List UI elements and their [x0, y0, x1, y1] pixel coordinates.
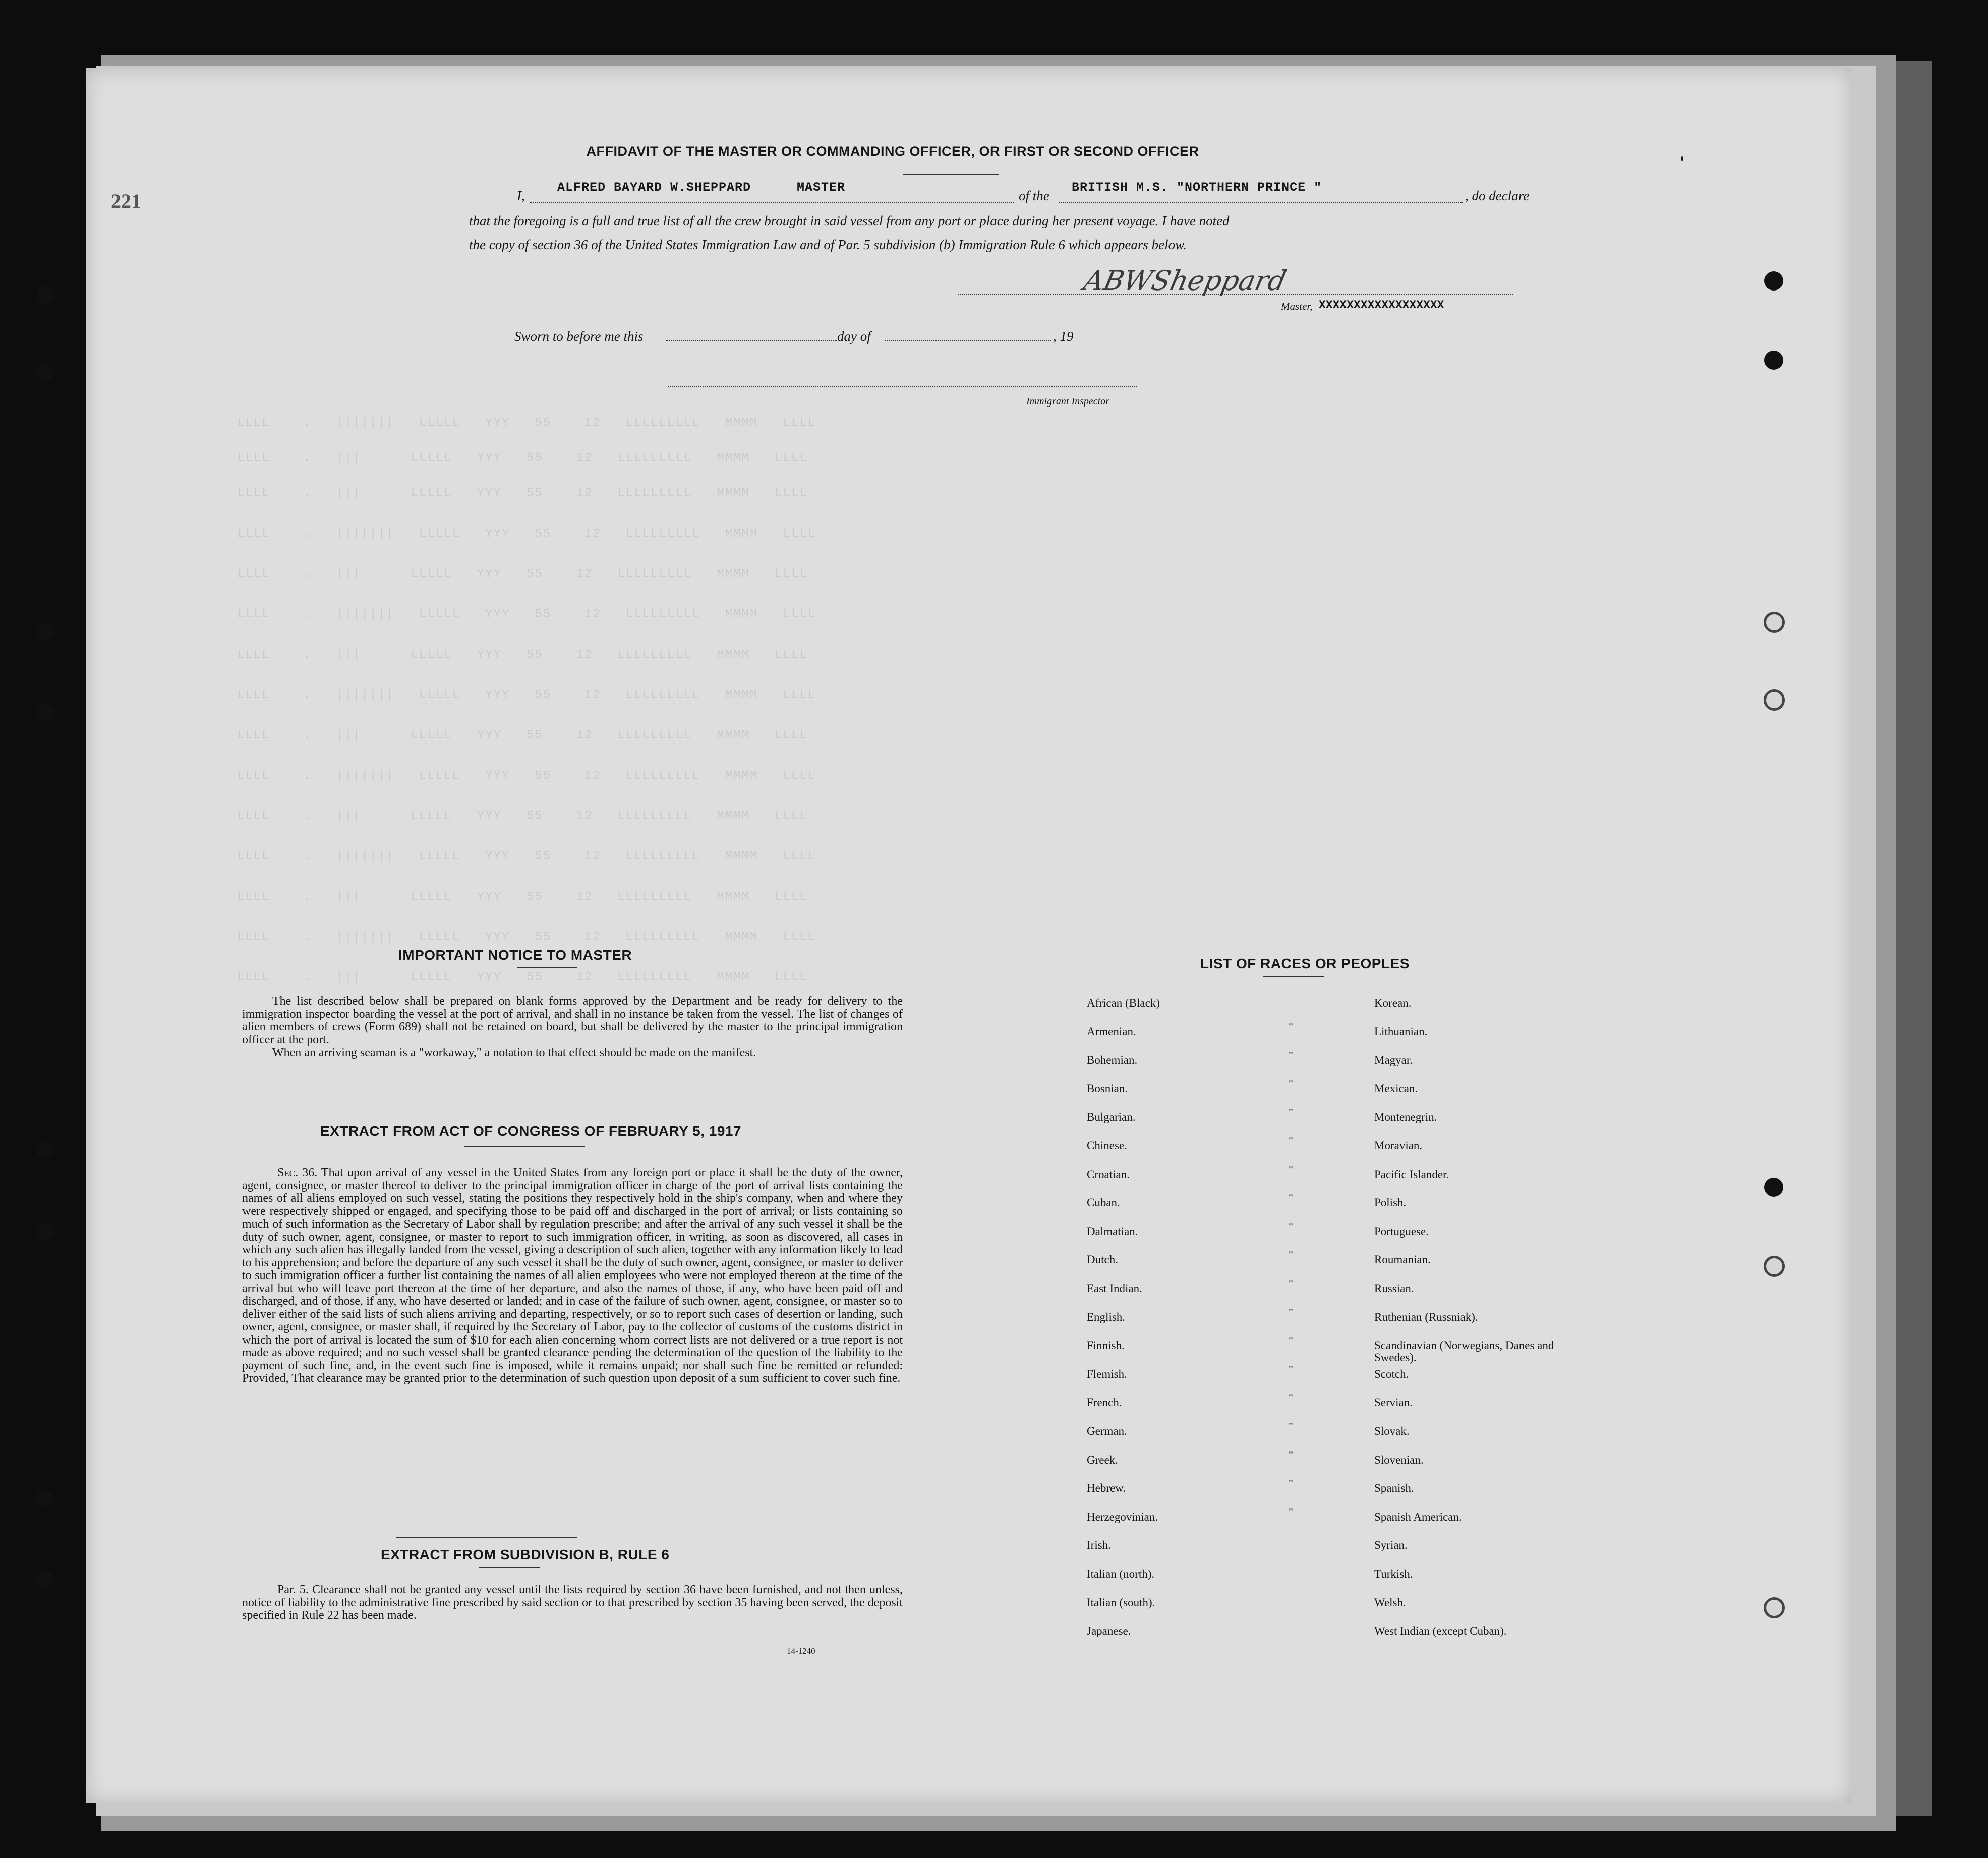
signature-line	[958, 294, 1513, 295]
act-text	[242, 1167, 903, 1385]
ditto-mark: "	[1289, 1477, 1293, 1490]
affidavit-intro: I,	[517, 188, 525, 203]
day-of-label: day of	[837, 329, 871, 344]
binder-hole	[36, 1142, 53, 1159]
binder-hole	[36, 1490, 53, 1507]
bleed-through-row: LLLL . ||| LLLLL YYY 55 12 LLLLLLLLL MMMM LLLL	[237, 809, 808, 823]
vessel-field: BRITISH M.S. "NORTHERN PRINCE "	[1072, 180, 1322, 195]
race-item: Dutch.	[1087, 1253, 1118, 1266]
ditto-mark: "	[1289, 1135, 1293, 1147]
race-item: Cuban.	[1087, 1196, 1120, 1209]
race-item: Italian (south).	[1087, 1596, 1155, 1609]
race-item: Bosnian.	[1087, 1082, 1128, 1095]
race-item: Irish.	[1087, 1539, 1111, 1552]
bleed-through-row: LLLL . ||||||| LLLLL YYY 55 12 LLLLLLLLL MMMM LLLL	[237, 688, 816, 702]
ditto-mark: "	[1289, 1077, 1293, 1090]
bleed-through-row: LLLL . ||||||| LLLLL YYY 55 12 LLLLLLLLL MMMM LLLL	[237, 850, 816, 863]
punch-hole	[1764, 1597, 1785, 1618]
master-signature	[1081, 265, 1289, 297]
vessel-field-line	[1059, 202, 1463, 203]
ditto-mark: "	[1289, 1448, 1293, 1462]
bleed-through-row: LLLL . ||| LLLLL YYY 55 12 LLLLLLLLL MMMM LLLL	[237, 890, 808, 904]
ditto-mark: "	[1289, 1192, 1293, 1205]
race-item: English.	[1087, 1310, 1126, 1323]
binder-hole	[36, 1223, 53, 1240]
race-item: Russian.	[1374, 1282, 1414, 1295]
race-item: Pacific Islander.	[1374, 1168, 1449, 1181]
notice-title: IMPORTANT NOTICE TO MASTER	[398, 947, 632, 963]
bleed-through-row: LLLL . ||| LLLLL YYY 55 12 LLLLLLLLL MMMM LLLL	[237, 971, 808, 984]
race-item: Italian (north).	[1087, 1567, 1155, 1580]
race-item: African (Black)	[1087, 997, 1160, 1009]
ditto-mark: "	[1289, 1163, 1293, 1176]
affidavit-title: AFFIDAVIT OF THE MASTER OR COMMANDING OFFICER, OR FIRST OR SECOND OFFICER	[586, 144, 1199, 159]
race-item: Montenegrin.	[1374, 1111, 1437, 1124]
inspector-label: Immigrant Inspector	[1026, 396, 1109, 407]
act-title: EXTRACT FROM ACT OF CONGRESS OF FEBRUARY 5, 1917	[320, 1123, 742, 1139]
race-item: Polish.	[1374, 1196, 1407, 1209]
master-name-field: ALFRED BAYARD W.SHEPPARD	[557, 180, 751, 195]
ditto-mark: "	[1289, 1505, 1293, 1519]
rule6-rule	[479, 1567, 540, 1568]
race-item: Servian.	[1374, 1396, 1413, 1409]
binder-hole	[36, 1571, 53, 1588]
race-item: German.	[1087, 1425, 1127, 1437]
binder-hole	[36, 704, 53, 721]
sworn-month-line	[885, 340, 1051, 341]
bleed-through-row: LLLL . ||||||| LLLLL YYY 55 12 LLLLLLLLL MMMM LLLL	[237, 416, 816, 430]
form-number: 14-1240	[787, 1646, 815, 1656]
page-number: 221	[111, 190, 141, 212]
bleed-through-row: LLLL . ||| LLLLL YYY 55 12 LLLLLLLLL MMMM LLLL	[237, 648, 808, 662]
margin-mark: '	[1679, 152, 1685, 175]
ditto-mark: "	[1289, 1220, 1293, 1233]
name-field-line	[530, 202, 1014, 203]
race-item: Lithuanian.	[1374, 1025, 1428, 1038]
act-section-label: Sec. 36.	[277, 1166, 318, 1179]
bleed-through-row: LLLL . ||| LLLLL YYY 55 12 LLLLLLLLL MMMM LLLL	[237, 729, 808, 742]
race-item: Slovenian.	[1374, 1453, 1424, 1466]
race-item: Moravian.	[1374, 1139, 1423, 1152]
manifest-page	[86, 68, 1851, 1803]
ditto-mark: "	[1289, 1049, 1293, 1062]
notice-text: The list described below shall be prepared on blank forms approved by the Department and be ready for delivery to the immigration inspector boarding the vessel at the port of arrival, and shall in no instance be taken from the vessel. The list of changes of alien members of crews (Form 689) shall not be retained on board, but shall be delivered by the master to the principal immigration officer at the port.	[242, 995, 903, 1047]
race-item: West Indian (except Cuban).	[1374, 1624, 1507, 1638]
race-item: Bohemian.	[1087, 1054, 1138, 1067]
punch-hole	[1764, 351, 1783, 370]
of-the-label: of the	[1019, 188, 1049, 203]
punch-hole	[1764, 1178, 1783, 1197]
bleed-through-row: LLLL . ||||||| LLLLL YYY 55 12 LLLLLLLLL MMMM LLLL	[237, 527, 816, 541]
rule6-text: Par. 5. Clearance shall not be granted any vessel until the lists required by section 36 have been furnished, and not then unless, notice of liability to the administrative fine prescribed by said section or to that prescribed by section 35 having been served, the deposit specified in Rule 22 has been made.	[242, 1583, 903, 1622]
sworn-label: Sworn to before me this	[514, 329, 644, 344]
ditto-mark: "	[1289, 1249, 1293, 1262]
bleed-through-row: LLLL . ||||||| LLLLL YYY 55 12 LLLLLLLLL MMMM LLLL	[237, 608, 816, 621]
ditto-mark: "	[1289, 1334, 1293, 1348]
struck-officer-title: XXXXXXXXXXXXXXXXXX	[1319, 299, 1444, 312]
sworn-day-line	[666, 340, 837, 341]
race-item: East Indian.	[1087, 1282, 1142, 1295]
rule6-title: EXTRACT FROM SUBDIVISION B, RULE 6	[381, 1547, 670, 1562]
master-label: Master,	[1281, 300, 1313, 312]
race-item: Slovak.	[1374, 1425, 1410, 1437]
race-item: French.	[1087, 1396, 1122, 1409]
bleed-through-row: LLLL . ||||||| LLLLL YYY 55 12 LLLLLLLLL MMMM LLLL	[237, 931, 816, 944]
do-declare-label: , do declare	[1465, 188, 1530, 203]
ditto-mark: "	[1289, 1391, 1293, 1405]
race-item: Syrian.	[1374, 1539, 1408, 1552]
race-item: Hebrew.	[1087, 1482, 1126, 1495]
ditto-mark: "	[1289, 1420, 1293, 1433]
race-item: Ruthenian (Russniak).	[1374, 1310, 1478, 1323]
bleed-through-row: LLLL . ||| LLLLL YYY 55 12 LLLLLLLLL MMMM LLLL	[237, 567, 808, 581]
race-item: Japanese.	[1087, 1624, 1131, 1638]
bleed-through-row: LLLL . ||| LLLLL YYY 55 12 LLLLLLLLL MMMM LLLL	[237, 487, 808, 500]
act-section-text: That upon arrival of any vessel in the United States from any foreign port or place it shall be the duty of the owner, agent, consignee, or master thereof to deliver to the principal immigration officer in charge of the port of arrival lists containing the names of all aliens employed on such vessel, stating the positions they respectively hold in the ship's company, when and where they were respectively shipped or engaged, and specifying those to be paid off and discharged in the port of arrival; or lists containing so much of such information as the Secretary of Labor shall by regulation prescribe; and after the arrival of any such vessel it shall be the duty of such owner, agent, consignee, or master to report to such immigration officer, in writing, as soon as discovered, all cases in which any such alien has illegally landed from the vessel, giving a description of such alien, together with any information likely to lead to his apprehension; and before the departure of any such vessel it shall be the duty of such owner, agent, consignee, or master to deliver to such immigration officer a further list containing the names of all alien employees who were not employed thereon at the time of the arrival but who will leave port thereon at the time of her departure, and also the names of those, if any, who have been paid off and discharged, and of those, if any, who have deserted or landed; and in case of the failure of such owner, agent, consignee, or master so to deliver either of the said lists of such aliens arriving and departing, respectively, or so to report such cases of desertion or landing, such owner, agent, consignee, or master shall, if required by the Secretary of Labor, pay to the collector of customs of the customs district in which the port of arrival is located the sum of $10 for each alien concerning whom correct lists are not delivered or a true report is not made as above required; and no such vessel shall be granted clearance pending the determination of the question of the liability to the payment of such fine, and, in the event such fine is imposed, while it remains unpaid; nor shall such fine be remitted or refunded: Provided, That clearance may be granted prior to the determination of such question upon deposit of a sum sufficient to cover such fine.	[242, 1166, 903, 1385]
race-item: Roumanian.	[1374, 1253, 1431, 1266]
bleed-through-row: LLLL . ||| LLLLL YYY 55 12 LLLLLLLLL MMMM LLLL	[237, 451, 808, 465]
races-title: LIST OF RACES OR PEOPLES	[1200, 956, 1410, 971]
race-item: Flemish.	[1087, 1367, 1127, 1380]
notice-text-2: When an arriving seaman is a "workaway," a notation to that effect should be made on the manifest.	[272, 1046, 756, 1059]
ditto-mark: "	[1289, 1306, 1293, 1319]
race-item: Greek.	[1087, 1453, 1118, 1466]
race-item: Welsh.	[1374, 1596, 1406, 1609]
races-rule	[1263, 976, 1324, 977]
punch-hole	[1764, 689, 1785, 711]
ditto-mark: "	[1289, 1363, 1293, 1376]
race-item: Turkish.	[1374, 1567, 1413, 1580]
race-item: Armenian.	[1087, 1025, 1136, 1038]
affidavit-line-3: the copy of section 36 of the United States Immigration Law and of Par. 5 subdivision (b) Immigration Rule 6 which appears below.	[469, 237, 1187, 252]
title-rule	[903, 174, 999, 175]
race-item: Bulgarian.	[1087, 1111, 1136, 1124]
race-item: Dalmatian.	[1087, 1225, 1138, 1238]
inspector-signature-line	[668, 386, 1137, 387]
binder-hole	[36, 286, 53, 304]
race-item: Finnish.	[1087, 1339, 1125, 1352]
race-item: Croatian.	[1087, 1168, 1130, 1181]
punch-hole	[1764, 271, 1783, 291]
year-label: , 19	[1053, 329, 1074, 344]
act-rule	[464, 1146, 585, 1147]
affidavit-line-2: that the foregoing is a full and true list of all the crew brought in said vessel from any port or place during her present voyage. I have noted	[469, 213, 1230, 228]
ditto-mark: "	[1289, 1020, 1293, 1033]
signature-text: ABWSheppard	[1081, 265, 1290, 297]
race-item: Portuguese.	[1374, 1225, 1429, 1238]
race-item: Spanish American.	[1374, 1510, 1462, 1523]
rule6-top-rule	[396, 1537, 577, 1538]
rank-field: MASTER	[797, 180, 846, 195]
race-item: Mexican.	[1374, 1082, 1418, 1095]
punch-hole	[1764, 1256, 1785, 1277]
race-item: Korean.	[1374, 997, 1412, 1009]
race-item: Scotch.	[1374, 1367, 1409, 1380]
race-item: Chinese.	[1087, 1139, 1127, 1152]
binder-hole	[36, 364, 53, 381]
race-item: Scandinavian (Norwegians, Danes and Swedes).	[1374, 1339, 1554, 1364]
race-item: Spanish.	[1374, 1482, 1414, 1495]
race-item: Magyar.	[1374, 1054, 1413, 1067]
punch-hole	[1764, 612, 1785, 633]
bleed-through-row: LLLL . ||||||| LLLLL YYY 55 12 LLLLLLLLL MMMM LLLL	[237, 769, 816, 783]
ditto-mark: "	[1289, 1278, 1293, 1290]
ditto-mark: "	[1289, 1106, 1293, 1119]
binder-hole	[36, 623, 53, 640]
notice-rule	[517, 967, 577, 968]
race-item: Herzegovinian.	[1087, 1510, 1158, 1523]
